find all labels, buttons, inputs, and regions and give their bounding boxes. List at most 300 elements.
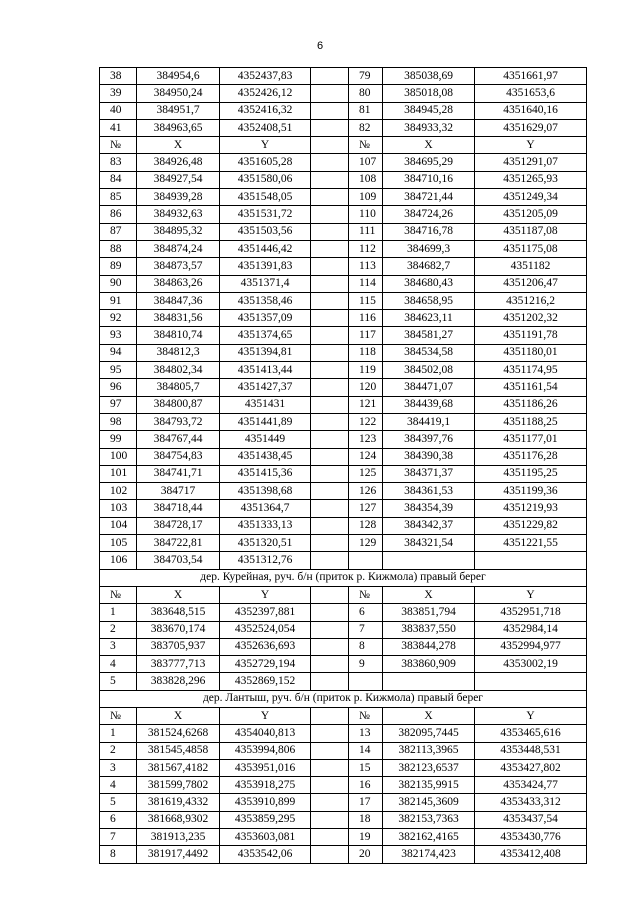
point-no-cell: 98 — [100, 413, 137, 430]
point-no-cell: 2 — [100, 742, 137, 759]
point-no-cell: 6 — [100, 811, 137, 828]
x-cell: 384682,7 — [383, 258, 475, 275]
y-cell — [475, 552, 587, 569]
table-row — [100, 742, 587, 759]
table-row — [100, 68, 587, 85]
x-cell: 384939,28 — [137, 189, 220, 206]
point-no-cell: 91 — [100, 292, 137, 309]
x-cell: 384419,1 — [383, 413, 475, 430]
table-row — [100, 829, 587, 846]
spacer-cell — [311, 102, 349, 119]
point-no-cell — [349, 552, 383, 569]
y-cell: 4351371,4 — [220, 275, 311, 292]
table-row — [100, 413, 587, 430]
x-cell: 381524,6268 — [137, 725, 220, 742]
x-cell: 384951,7 — [137, 102, 220, 119]
x-cell: 384945,28 — [383, 102, 475, 119]
point-no-cell: 127 — [349, 500, 383, 517]
y-cell: 4351174,95 — [475, 362, 587, 379]
x-cell: 384874,24 — [137, 240, 220, 257]
y-cell: 4351229,82 — [475, 517, 587, 534]
point-no-cell: 1 — [100, 604, 137, 621]
x-cell: 384722,81 — [137, 535, 220, 552]
column-header-x: X — [137, 137, 220, 154]
x-cell: 382145,3609 — [383, 794, 475, 811]
y-cell: 4351188,25 — [475, 413, 587, 430]
table-row — [100, 638, 587, 655]
point-no-cell: 110 — [349, 206, 383, 223]
x-cell: 384371,37 — [383, 465, 475, 482]
point-no-cell: 121 — [349, 396, 383, 413]
x-cell: 384933,32 — [383, 119, 475, 136]
x-cell: 384873,57 — [137, 258, 220, 275]
column-header-y: Y — [475, 137, 587, 154]
point-no-cell: 88 — [100, 240, 137, 257]
spacer-cell — [311, 638, 349, 655]
column-header-no: № — [100, 586, 137, 603]
spacer-cell — [311, 189, 349, 206]
column-header-x: X — [137, 586, 220, 603]
y-cell: 4353542,06 — [220, 846, 311, 863]
point-no-cell: 39 — [100, 85, 137, 102]
table-row — [100, 673, 587, 690]
point-no-cell: 129 — [349, 535, 383, 552]
y-cell: 4351446,42 — [220, 240, 311, 257]
x-cell: 384954,6 — [137, 68, 220, 85]
x-cell: 382095,7445 — [383, 725, 475, 742]
y-cell: 4353918,275 — [220, 777, 311, 794]
table-row — [100, 102, 587, 119]
section-title: дер. Лантыш, руч. б/н (приток р. Кижмола) правый берег — [100, 690, 587, 707]
point-no-cell: 40 — [100, 102, 137, 119]
x-cell: 382162,4165 — [383, 829, 475, 846]
table-row — [100, 621, 587, 638]
spacer-cell — [311, 85, 349, 102]
table-row — [100, 656, 587, 673]
table-row — [100, 846, 587, 863]
table-row — [100, 206, 587, 223]
x-cell: 385018,08 — [383, 85, 475, 102]
y-cell: 4353437,54 — [475, 811, 587, 828]
table-row — [100, 535, 587, 552]
y-cell: 4351333,13 — [220, 517, 311, 534]
x-cell: 384810,74 — [137, 327, 220, 344]
table-row — [100, 759, 587, 776]
x-cell: 382135,9915 — [383, 777, 475, 794]
y-cell: 4353412,408 — [475, 846, 587, 863]
point-no-cell: 102 — [100, 483, 137, 500]
point-no-cell: 117 — [349, 327, 383, 344]
spacer-cell — [311, 586, 349, 603]
y-cell: 4351661,97 — [475, 68, 587, 85]
y-cell: 4352416,32 — [220, 102, 311, 119]
x-cell: 381619,4332 — [137, 794, 220, 811]
y-cell: 4352951,718 — [475, 604, 587, 621]
table-row — [100, 240, 587, 257]
point-no-cell: 18 — [349, 811, 383, 828]
point-no-cell: 114 — [349, 275, 383, 292]
column-header-y: Y — [220, 586, 311, 603]
x-cell: 384716,78 — [383, 223, 475, 240]
x-cell: 384812,3 — [137, 344, 220, 361]
y-cell: 4351640,16 — [475, 102, 587, 119]
y-cell: 4351605,28 — [220, 154, 311, 171]
table-row — [100, 794, 587, 811]
header-row — [100, 586, 587, 603]
x-cell: 384717 — [137, 483, 220, 500]
point-no-cell: 4 — [100, 777, 137, 794]
table-row — [100, 483, 587, 500]
spacer-cell — [311, 846, 349, 863]
y-cell: 4351221,55 — [475, 535, 587, 552]
y-cell: 4351629,07 — [475, 119, 587, 136]
y-cell: 4351415,36 — [220, 465, 311, 482]
y-cell: 4351195,25 — [475, 465, 587, 482]
x-cell: 381599,7802 — [137, 777, 220, 794]
spacer-cell — [311, 604, 349, 621]
point-no-cell: 124 — [349, 448, 383, 465]
page-number: 6 — [316, 40, 324, 52]
x-cell: 384710,16 — [383, 171, 475, 188]
x-cell: 383670,174 — [137, 621, 220, 638]
y-cell: 4353465,616 — [475, 725, 587, 742]
point-no-cell: 119 — [349, 362, 383, 379]
table-row — [100, 500, 587, 517]
y-cell: 4353994,806 — [220, 742, 311, 759]
x-cell: 384741,71 — [137, 465, 220, 482]
point-no-cell: 8 — [349, 638, 383, 655]
point-no-cell: 84 — [100, 171, 137, 188]
table-row — [100, 362, 587, 379]
point-no-cell — [349, 673, 383, 690]
x-cell: 384721,44 — [383, 189, 475, 206]
y-cell: 4353430,776 — [475, 829, 587, 846]
x-cell: 382174,423 — [383, 846, 475, 863]
y-cell: 4351199,36 — [475, 483, 587, 500]
table-row — [100, 344, 587, 361]
y-cell: 4353448,531 — [475, 742, 587, 759]
x-cell: 383860,909 — [383, 656, 475, 673]
y-cell: 4351398,68 — [220, 483, 311, 500]
point-no-cell: 82 — [349, 119, 383, 136]
table-row — [100, 465, 587, 482]
table-row — [100, 310, 587, 327]
y-cell: 4351216,2 — [475, 292, 587, 309]
table-row — [100, 552, 587, 569]
y-cell: 4351413,44 — [220, 362, 311, 379]
column-header-x: X — [137, 707, 220, 724]
spacer-cell — [311, 552, 349, 569]
x-cell: 384534,58 — [383, 344, 475, 361]
spacer-cell — [311, 673, 349, 690]
x-cell: 384805,7 — [137, 379, 220, 396]
x-cell: 384831,56 — [137, 310, 220, 327]
y-cell: 4351653,6 — [475, 85, 587, 102]
y-cell: 4351358,46 — [220, 292, 311, 309]
point-no-cell: 15 — [349, 759, 383, 776]
y-cell: 4351202,32 — [475, 310, 587, 327]
point-no-cell: 123 — [349, 431, 383, 448]
point-no-cell: 104 — [100, 517, 137, 534]
point-no-cell: 126 — [349, 483, 383, 500]
y-cell: 4351187,08 — [475, 223, 587, 240]
y-cell: 4353427,802 — [475, 759, 587, 776]
x-cell: 384502,08 — [383, 362, 475, 379]
x-cell: 384847,36 — [137, 292, 220, 309]
column-header-no: № — [349, 586, 383, 603]
x-cell: 384767,44 — [137, 431, 220, 448]
spacer-cell — [311, 258, 349, 275]
spacer-cell — [311, 517, 349, 534]
x-cell: 384321,54 — [383, 535, 475, 552]
x-cell: 383844,278 — [383, 638, 475, 655]
point-no-cell: 95 — [100, 362, 137, 379]
coordinates-table — [99, 67, 587, 864]
x-cell: 381545,4858 — [137, 742, 220, 759]
point-no-cell: 112 — [349, 240, 383, 257]
spacer-cell — [311, 310, 349, 327]
point-no-cell: 116 — [349, 310, 383, 327]
x-cell: 384926,48 — [137, 154, 220, 171]
spacer-cell — [311, 535, 349, 552]
point-no-cell: 97 — [100, 396, 137, 413]
table-row — [100, 379, 587, 396]
x-cell: 384658,95 — [383, 292, 475, 309]
column-header-no: № — [349, 137, 383, 154]
y-cell: 4352869,152 — [220, 673, 311, 690]
x-cell: 383837,550 — [383, 621, 475, 638]
x-cell: 384361,53 — [383, 483, 475, 500]
point-no-cell: 9 — [349, 656, 383, 673]
point-no-cell: 115 — [349, 292, 383, 309]
point-no-cell: 96 — [100, 379, 137, 396]
y-cell: 4351320,51 — [220, 535, 311, 552]
x-cell — [383, 673, 475, 690]
y-cell: 4351394,81 — [220, 344, 311, 361]
point-no-cell: 92 — [100, 310, 137, 327]
y-cell: 4351391,83 — [220, 258, 311, 275]
point-no-cell: 122 — [349, 413, 383, 430]
y-cell: 4352426,12 — [220, 85, 311, 102]
x-cell: 384342,37 — [383, 517, 475, 534]
y-cell: 4351312,76 — [220, 552, 311, 569]
column-header-y: Y — [475, 707, 587, 724]
spacer-cell — [311, 725, 349, 742]
x-cell: 384802,34 — [137, 362, 220, 379]
spacer-cell — [311, 137, 349, 154]
spacer-cell — [311, 119, 349, 136]
column-header-no: № — [100, 707, 137, 724]
header-row — [100, 707, 587, 724]
y-cell: 4351265,93 — [475, 171, 587, 188]
header-row — [100, 137, 587, 154]
x-cell — [383, 552, 475, 569]
point-no-cell: 4 — [100, 656, 137, 673]
point-no-cell: 87 — [100, 223, 137, 240]
x-cell: 381913,235 — [137, 829, 220, 846]
point-no-cell: 8 — [100, 846, 137, 863]
x-cell: 383705,937 — [137, 638, 220, 655]
table-row — [100, 396, 587, 413]
x-cell: 384932,63 — [137, 206, 220, 223]
x-cell: 384718,44 — [137, 500, 220, 517]
point-no-cell: 7 — [100, 829, 137, 846]
point-no-cell: 107 — [349, 154, 383, 171]
table-row — [100, 292, 587, 309]
y-cell: 4352636,693 — [220, 638, 311, 655]
point-no-cell: 94 — [100, 344, 137, 361]
point-no-cell: 6 — [349, 604, 383, 621]
table-row — [100, 431, 587, 448]
spacer-cell — [311, 811, 349, 828]
table-row — [100, 189, 587, 206]
x-cell: 384724,26 — [383, 206, 475, 223]
point-no-cell: 109 — [349, 189, 383, 206]
column-header-y: Y — [220, 137, 311, 154]
x-cell: 384963,65 — [137, 119, 220, 136]
point-no-cell: 81 — [349, 102, 383, 119]
y-cell: 4353603,081 — [220, 829, 311, 846]
point-no-cell: 80 — [349, 85, 383, 102]
table-row — [100, 85, 587, 102]
y-cell: 4351182 — [475, 258, 587, 275]
y-cell: 4351441,89 — [220, 413, 311, 430]
point-no-cell: 103 — [100, 500, 137, 517]
y-cell: 4353951,016 — [220, 759, 311, 776]
y-cell: 4353002,19 — [475, 656, 587, 673]
spacer-cell — [311, 794, 349, 811]
spacer-cell — [311, 777, 349, 794]
spacer-cell — [311, 206, 349, 223]
point-no-cell: 118 — [349, 344, 383, 361]
point-no-cell: 5 — [100, 673, 137, 690]
spacer-cell — [311, 465, 349, 482]
spacer-cell — [311, 275, 349, 292]
table-row — [100, 171, 587, 188]
section-title: дер. Курейная, руч. б/н (приток р. Кижмола) правый берег — [100, 569, 587, 586]
spacer-cell — [311, 154, 349, 171]
point-no-cell: 13 — [349, 725, 383, 742]
x-cell: 384439,68 — [383, 396, 475, 413]
point-no-cell: 5 — [100, 794, 137, 811]
y-cell: 4351503,56 — [220, 223, 311, 240]
point-no-cell: 41 — [100, 119, 137, 136]
point-no-cell: 1 — [100, 725, 137, 742]
y-cell: 4351357,09 — [220, 310, 311, 327]
spacer-cell — [311, 171, 349, 188]
y-cell: 4351291,07 — [475, 154, 587, 171]
spacer-cell — [311, 240, 349, 257]
point-no-cell: 93 — [100, 327, 137, 344]
point-no-cell: 16 — [349, 777, 383, 794]
point-no-cell: 2 — [100, 621, 137, 638]
point-no-cell: 85 — [100, 189, 137, 206]
spacer-cell — [311, 500, 349, 517]
x-cell: 381668,9302 — [137, 811, 220, 828]
point-no-cell: 105 — [100, 535, 137, 552]
table-row — [100, 119, 587, 136]
table-row — [100, 517, 587, 534]
spacer-cell — [311, 413, 349, 430]
x-cell: 384680,43 — [383, 275, 475, 292]
point-no-cell: 20 — [349, 846, 383, 863]
point-no-cell: 128 — [349, 517, 383, 534]
x-cell: 383828,296 — [137, 673, 220, 690]
table-row — [100, 154, 587, 171]
x-cell: 383851,794 — [383, 604, 475, 621]
x-cell: 383648,515 — [137, 604, 220, 621]
point-no-cell: 3 — [100, 638, 137, 655]
point-no-cell: 14 — [349, 742, 383, 759]
spacer-cell — [311, 68, 349, 85]
y-cell: 4351191,78 — [475, 327, 587, 344]
point-no-cell: 38 — [100, 68, 137, 85]
point-no-cell: 19 — [349, 829, 383, 846]
spacer-cell — [311, 656, 349, 673]
table-row — [100, 258, 587, 275]
point-no-cell: 101 — [100, 465, 137, 482]
y-cell: 4354040,813 — [220, 725, 311, 742]
y-cell: 4351176,28 — [475, 448, 587, 465]
y-cell: 4351438,45 — [220, 448, 311, 465]
x-cell: 385038,69 — [383, 68, 475, 85]
x-cell: 384695,29 — [383, 154, 475, 171]
x-cell: 384397,76 — [383, 431, 475, 448]
table-row — [100, 223, 587, 240]
table-row — [100, 811, 587, 828]
spacer-cell — [311, 396, 349, 413]
table-row — [100, 777, 587, 794]
y-cell: 4351186,26 — [475, 396, 587, 413]
point-no-cell: 100 — [100, 448, 137, 465]
y-cell: 4351427,37 — [220, 379, 311, 396]
y-cell: 4353910,899 — [220, 794, 311, 811]
y-cell: 4351161,54 — [475, 379, 587, 396]
spacer-cell — [311, 292, 349, 309]
y-cell: 4352729,194 — [220, 656, 311, 673]
section-title-row — [100, 569, 587, 586]
spacer-cell — [311, 344, 349, 361]
table-row — [100, 448, 587, 465]
y-cell: 4351548,05 — [220, 189, 311, 206]
y-cell: 4353424,77 — [475, 777, 587, 794]
y-cell: 4351374,65 — [220, 327, 311, 344]
y-cell: 4352524,054 — [220, 621, 311, 638]
x-cell: 384754,83 — [137, 448, 220, 465]
table-row — [100, 604, 587, 621]
y-cell: 4351449 — [220, 431, 311, 448]
y-cell: 4351580,06 — [220, 171, 311, 188]
spacer-cell — [311, 431, 349, 448]
x-cell: 384950,24 — [137, 85, 220, 102]
column-header-x: X — [383, 586, 475, 603]
point-no-cell: 83 — [100, 154, 137, 171]
spacer-cell — [311, 327, 349, 344]
x-cell: 382123,6537 — [383, 759, 475, 776]
y-cell: 4353433,312 — [475, 794, 587, 811]
column-header-x: X — [383, 137, 475, 154]
y-cell: 4352437,83 — [220, 68, 311, 85]
x-cell: 381567,4182 — [137, 759, 220, 776]
point-no-cell: 106 — [100, 552, 137, 569]
column-header-no: № — [349, 707, 383, 724]
x-cell: 384581,27 — [383, 327, 475, 344]
spacer-cell — [311, 362, 349, 379]
spacer-cell — [311, 621, 349, 638]
y-cell: 4351531,72 — [220, 206, 311, 223]
point-no-cell: 86 — [100, 206, 137, 223]
x-cell: 384699,3 — [383, 240, 475, 257]
